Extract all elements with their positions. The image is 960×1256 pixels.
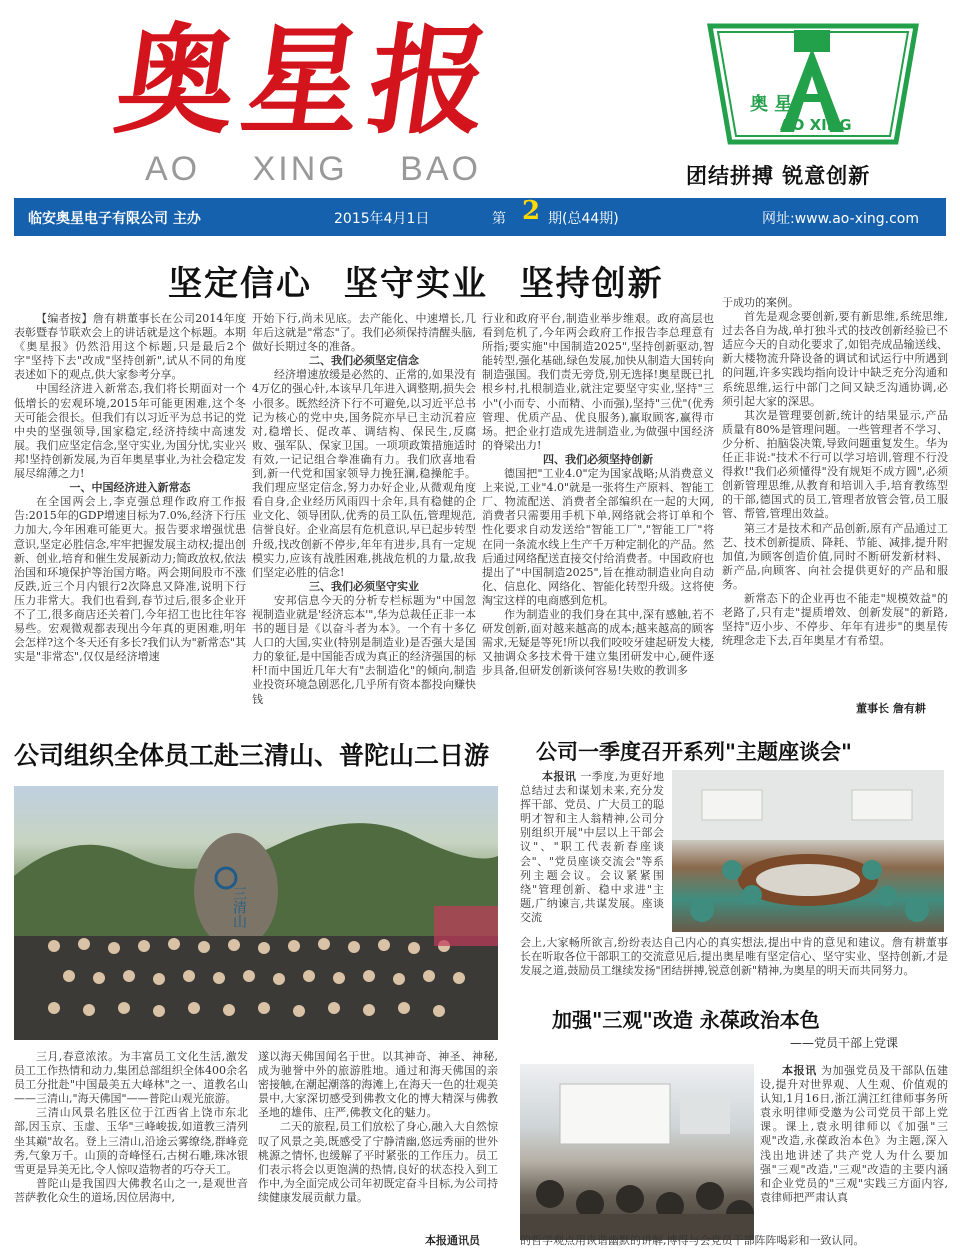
masthead-pinyin: AO XING BAO <box>145 150 481 188</box>
publisher: 临安奥星电子有限公司 主办 <box>28 211 201 227</box>
paragraph: 开始下行,尚未见底。去产能化、中速增长,几年后这就是"常态"了。我们必须保持清醒头脑,做好长期过冬的准备。 <box>252 312 476 354</box>
trip-article-col1 <box>14 1050 248 1250</box>
trip-headline: 公司组织全体员工赴三清山、普陀山二日游 <box>14 741 490 770</box>
paragraph: 首先是观念要创新,要有新思维,系统思维,过去各自为战,单打独斗式的技改创新经验已不适应今天的自动化要求了,如铝壳成品输送线、新大楼物流升降设备的调试和试运行中所遇到的问题,许多实践均指向设计中缺乏充分沟通和系统思维,运行中部门之间又缺乏沟通协调,必须引起大家的深思。 <box>722 310 948 408</box>
issue-total: 期(总44期) <box>548 211 619 227</box>
logo-en: AO XING <box>780 116 852 134</box>
slogan: 团结拼搏 锐意创新 <box>686 164 871 188</box>
paragraph: 普陀山是我国四大佛教名山之一,是观世音菩萨教化众生的道场,因位居海中, <box>14 1176 248 1204</box>
paragraph: 新常态下的企业再也不能走"规模效益"的老路了,只有走"提质增效、创新发展"的新路,坚持"迈小步、不停步、年年有进步"的奥星传统理念走下去,百年奥星才有希望。 <box>722 591 948 648</box>
paragraph: 三清山风景名胜区位于江西省上饶市东北部,因玉京、玉虚、玉华"三峰峻拔,如道教三清列坐其巅"故名。登上三清山,沿途云雾缭绕,群峰竞秀,气象万千。山顶的奇峰怪石,古树石雕,珠冰银雪更是异美无比,令人惊叹造物者的巧夺天工。 <box>14 1106 248 1176</box>
meeting-photo <box>672 770 944 932</box>
issue-date: 2015年4月1日 <box>334 211 430 227</box>
section-heading: 二、我们必须坚定信念 <box>309 354 419 368</box>
sanguan-article-text <box>760 1064 948 1232</box>
issue-number: 2 <box>522 196 541 226</box>
editor-note: 【编者按】詹有耕董事长在公司2014年度表彰暨春节联欢会上的讲话就是这个标题。本期《奥星报》仍然沿用这个标题,只是最后2个字"坚持下去"改成"坚持创新",试从不同的角度表述如下的观点,供大家参考分享。 <box>14 312 246 382</box>
photo-illustration-icon <box>14 786 498 1040</box>
main-article-col3 <box>482 312 714 724</box>
photo-illustration-icon <box>520 1064 754 1240</box>
paragraph: 一季度,为更好地总结过去和谋划未来,充分发挥干部、党员、广大员工的聪明才智和主人翁精神,公司分别组织开展"中层以上干部会议"、"职工代表新春座谈会"、"党员座谈交流会"等系列主题会议。会议紧紧围绕"管理创新、稳中求进"主题,广纳谏言,共谋发展。座谈交流 <box>520 770 664 924</box>
paragraph: 德国把"工业4.0"定为国家战略;从消费意义上来说,工业"4.0"就是一张将生产原料、智能工厂、物流配送、消费者全部编织在一起的大网,消费者只需要用手机下单,网络就会将订单和个性化要求自动发送给"智能工厂","智能工厂"将在同一条流水线上生产千万种定制化的产品。然后通过网络配送直接交付给消费者。中国政府也提出了"中国制造2025",旨在推动制造业向自动化、信息化、网络化、智能化转型升级。这将使淘宝这样的电商感到危机。 <box>482 467 714 607</box>
section-heading: 四、我们必须坚持创新 <box>543 452 653 466</box>
paragraph: 第三才是技术和产品创新,原有产品通过工艺、技术创新提质、降耗、节能、减排,提升附加值,为顾客创造价值,同时不断研发新材料、新产品,向顾客、向社会提供更好的产品和服务。 <box>722 521 948 591</box>
forum-headline: 公司一季度召开系列"主题座谈会" <box>536 740 852 764</box>
paragraph: 安邦信息今天的分析专栏标题为"中国忽视制造业就是'经济忘本'",华为总裁任正非一本书的题目是《以奋斗者为本》。一个有十多亿人口的大国,实业(特别是制造业)是否强大是国力的象征,是中国能否成为真正的经济强国的标杆!而中国近几年大有"去制造化"的倾向,制造业投资环境急剧恶化,几乎所有资本都投向赚快钱 <box>252 593 476 706</box>
trip-byline: 本报通讯员 <box>425 1234 480 1247</box>
main-article-col1 <box>14 312 246 724</box>
paragraph: 中国经济进入新常态,我们将长期面对一个低增长的宏观环境,2015年可能更困难,这个冬天可能会很长。但我们有以习近平为总书记的党中央的坚强领导,国家稳定,经济持续中高速发展。我们应坚定信念,坚守实业,为国分忧,实业兴邦!坚持创新发展,为百年奥星事业,为社会稳定发展尽绵薄之力! <box>14 382 246 481</box>
forum-article-text2 <box>520 936 948 998</box>
paragraph: 会上,大家畅所欲言,纷纷表达自己内心的真实想法,提出中肯的意见和建议。詹有耕董事长在听取各位干部职工的交流意见后,提出奥星唯有坚定信心、坚守实业、坚持创新,才是发展之道,鼓励员工继续发扬"团结拼搏,锐意创新"精神,为奥星的明天而共同努力。 <box>520 936 948 978</box>
trip-article-col2 <box>258 1050 498 1232</box>
main-headline: 坚定信心 坚守实业 坚持创新 <box>168 264 664 304</box>
paragraph: 行业和政府平台,制造业举步维艰。政府高层也看到危机了,今年两会政府工作报告李总理意有所指;要实施"中国制造2025",坚持创新驱动,智能转型,强化基础,绿色发展,加快从制造大国转向制造强国。我们责无旁贷,别无选择!奥星既已扎根乡村,扎根制造业,就注定要坚守实业,坚持"三小"(小而专、小而精、小而强),坚持"三优"(优秀管理、优质产品、优良服务),赢取顾客,赢得市场。把企业打造成先进制造业,为做强中国经济的脊梁出力! <box>482 312 714 452</box>
main-article-col4 <box>722 296 948 696</box>
paragraph: 遂以海天佛国闻名于世。以其神奇、神圣、神秘,成为驰誉中外的旅游胜地。通过和海天佛国的亲密接触,在潮起潮落的海滩上,在海天一色的壮观美景中,大家深切感受到佛教文化的博大精深与佛教圣地的雄伟、庄严,佛教文化的魅力。 <box>258 1050 498 1120</box>
sanguan-article-text2 <box>520 1234 948 1252</box>
sanguan-headline: 加强"三观"改造 永葆政治本色 <box>552 1008 820 1032</box>
issue-label: 第 <box>492 211 506 227</box>
signature: 董事长 詹有耕 <box>856 702 926 715</box>
paragraph: 的哲学观点用诙谐幽默的讲解,博得与会党员干部阵阵喝彩和一致认同。 <box>520 1234 865 1247</box>
info-bar <box>14 198 946 236</box>
group-photo-sanqingshan <box>14 786 498 1040</box>
paragraph: 作为制造业的我们身在其中,深有感触,若不研发创新,面对越来越高的成本;越来越高的顾客需求,无疑是等死!所以我们咬咬牙建起研发大楼,又抽调众多技术骨干建立集团研发中心,硬件逐步具备,但研发创新谈何容易!失败的教训多 <box>482 607 714 678</box>
paragraph: 二天的旅程,员工们放松了身心,融入大自然惊叹了风景之美,既感受了宁静清幽,悠远秀丽的世外桃源之情怀,也缓解了平时紧张的工作压力。员工们表示将会以更饱满的热情,良好的状态投入到工作中,为全面完成公司年初既定奋斗目标,为公司持续健康发展贡献力量。 <box>258 1120 498 1204</box>
section-heading: 三、我们必须坚守实业 <box>309 579 419 593</box>
sanguan-subheadline: ——党员干部上党课 <box>790 1036 899 1050</box>
forum-article-text <box>520 770 664 932</box>
masthead-title: 奥星报 <box>108 11 506 150</box>
logo-text: 奥 星 <box>750 94 793 115</box>
lead-label: 本报讯 <box>782 1064 817 1077</box>
website-link[interactable]: 网址:www.ao-xing.com <box>762 211 919 227</box>
paragraph: 为加强党员及干部队伍建设,提升对世界观、人生观、价值观的认知,1月16日,浙江满江红律师事务所袁永明律师受邀为公司党员干部上党课。课上,袁永明律师以《加强"三观"改造,永葆政治本色》为主题,深入浅出地讲述了共产党人为什么要加强"三观"改造,"三观"改造的主要内涵和企业党员的"三观"实践三方面内容,袁律师把严肃认真 <box>760 1064 948 1204</box>
main-article-col2 <box>252 312 476 724</box>
photo-illustration-icon <box>672 770 944 932</box>
paragraph: 三月,春意浓浓。为丰富员工文化生活,激发员工工作热情和动力,集团总部组织全体400余名员工分批赴"中国最美五大峰林"之一、道教名山——三清山,"海天佛国"——普陀山观光旅游。 <box>14 1050 248 1106</box>
section-heading: 一、中国经济进入新常态 <box>69 481 191 495</box>
paragraph: 在全国两会上,李克强总理作政府工作报告:2015年的GDP增速目标为7.0%,经济下行压力加大,今年困难可能更大。报告要求增强忧患意识,坚定必胜信念,牢牢把握发展主动权;提出创新、创业,培育和催生发展新动力;简政放权,依法治国和环境保护等治国方略。两会期间股市不涨反跌,近三个月内银行2次降息又降准,说明下行压力非常大。我们也看到,春节过后,很多企业开不了工,很多商店还关着门,今年招工也比往年容易些。宏观微观都表现出今年真的更困难,明年会怎样?这个冬天还有多长?我们认为"新常态"其实是"非常态",仅仅是经济增速 <box>14 495 246 664</box>
lead-label: 本报讯 <box>542 770 577 783</box>
paragraph: 其次是管理要创新,统计的结果显示,产品质量有80%是管理问题。一些管理者不学习、少分析、拍脑袋决策,导致问题重复发生。华为任正非说:"技术不行可以学习培训,管理不行没得救!"我们必须懂得"没有规矩不成方圆",必须创新管理思维,从教育和培训入手,培育教练型的干部,德国式的员工,管理者放管会管,员工服管、帮管,管理出效益。 <box>722 408 948 521</box>
paragraph: 于成功的案例。 <box>722 296 799 309</box>
paragraph: 经济增速放缓是必然的、正常的,如果没有4万亿的强心针,本该早几年进入调整期,损失会小很多。既然经济下行不可避免,以习近平总书记为核心的党中央,国务院亦早已主动沉着应对,稳增长、促改革、调结构、保民生,反腐败、强军队、保家卫国。一项项政策措施适时有效,一记记组合拳准确有力。我们欣喜地看到,新一代党和国家领导力挽狂澜,稳操舵手。我们理应坚定信念,努力办好企业,从微观角度看自身,企业经历风雨四十余年,具有稳健的企业文化、领导团队,优秀的员工队伍,管理规范,信誉良好。企业高层有危机意识,早已起步转型升级,找改创新不停步,年年有进步,具有一定规模实力,应该有战胜困难,挑战危机的力量,故我们坚定必胜的信念! <box>252 368 476 579</box>
aoxing-logo-icon <box>698 14 928 154</box>
rock-inscription: 三清山 <box>231 886 247 928</box>
party-lecture-photo <box>520 1064 754 1240</box>
